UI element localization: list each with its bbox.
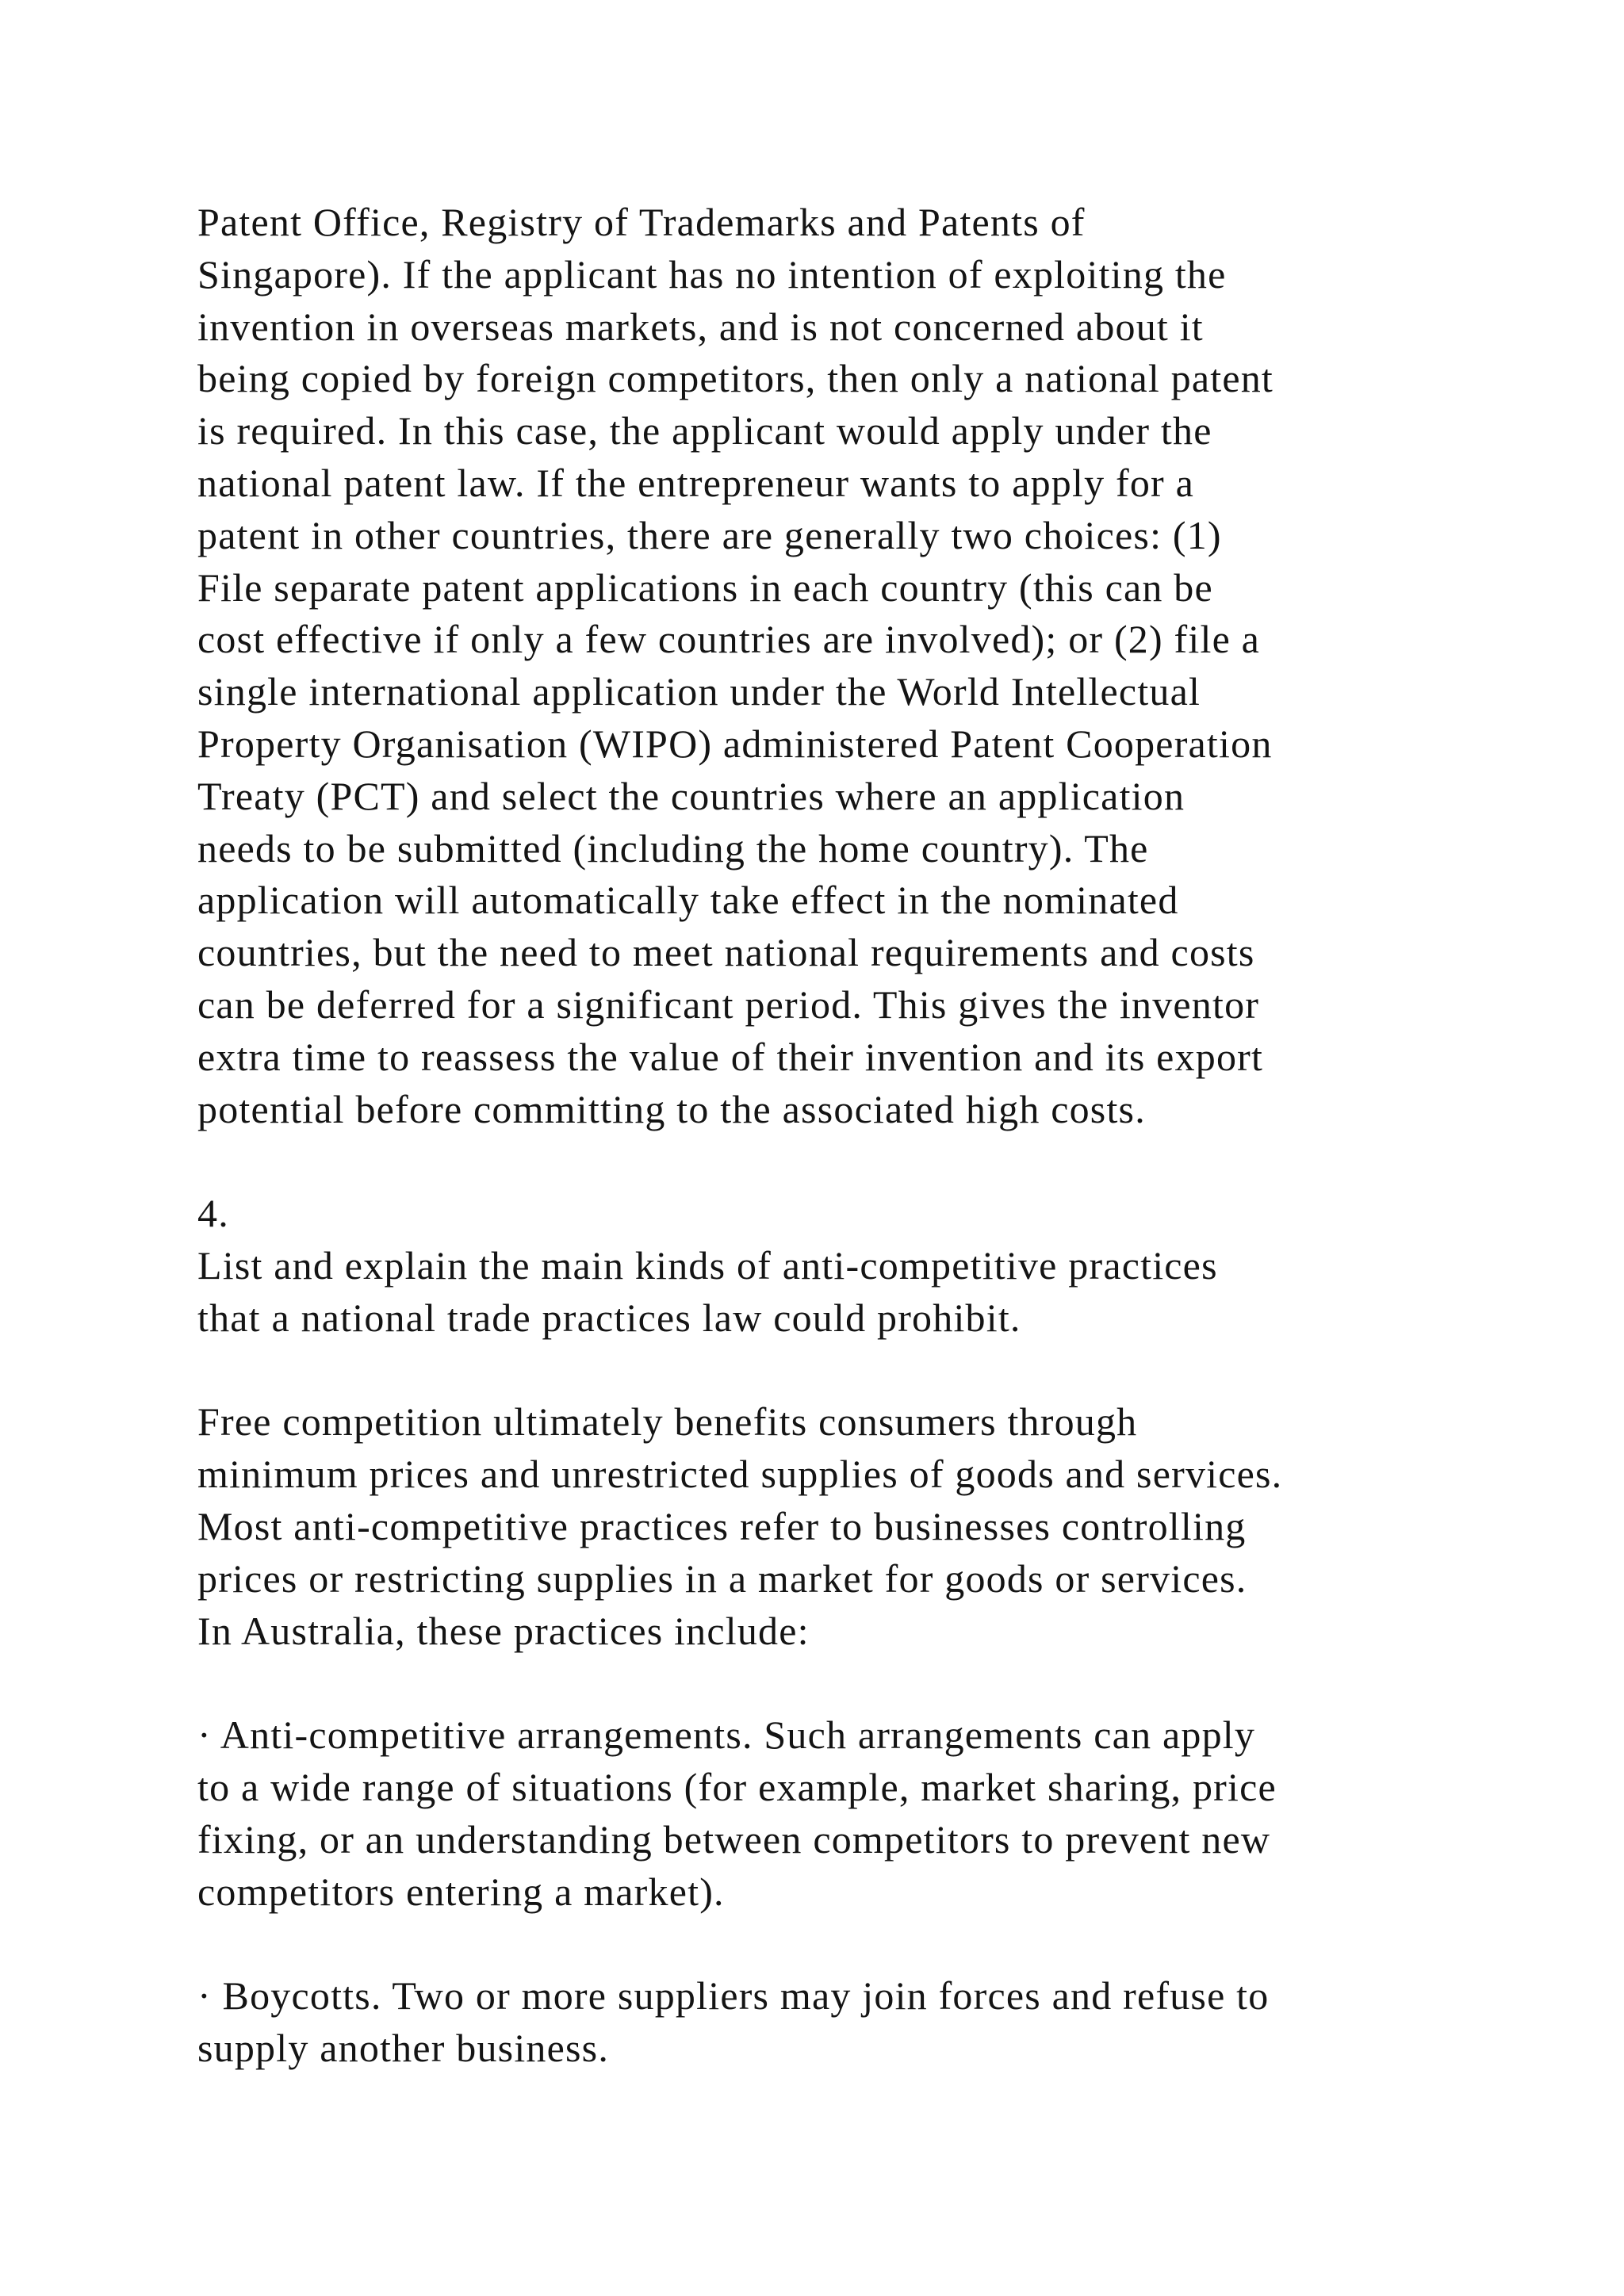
text-line: is required. In this case, the applicant would apply under the [197, 408, 1212, 453]
paragraph-spacer [197, 1918, 1506, 1970]
text-line: File separate patent applications in each country (this can be [197, 564, 1213, 610]
text-line: minimum prices and unrestricted supplies of goods and services. [197, 1452, 1283, 1497]
text-line: single international application under the World Intellectual [197, 669, 1201, 714]
paragraph-spacer [197, 1135, 1506, 1188]
text-line: potential before committing to the associated high costs. [197, 1086, 1146, 1131]
text-line: patent in other countries, there are generally two choices: (1) [197, 512, 1222, 557]
text-line: Most anti-competitive practices refer to businesses controlling [197, 1503, 1247, 1548]
bullet-line: to a wide range of situations (for example, market sharing, price [197, 1764, 1277, 1809]
text-line: In Australia, these practices include: [197, 1608, 810, 1653]
bullet-line: fixing, or an understanding between competitors to prevent new [197, 1816, 1271, 1862]
paragraph-spacer [197, 1345, 1506, 1397]
text-line: being copied by foreign competitors, then only a national patent [197, 356, 1274, 401]
text-line: Patent Office, Registry of Trademarks and Patents of [197, 200, 1086, 244]
text-line: Free competition ultimately benefits consumers through [197, 1399, 1138, 1445]
paragraph-patent-filing [197, 197, 1506, 1135]
text-line: Property Organisation (WIPO) administered Patent Cooperation [197, 721, 1273, 766]
text-line: can be deferred for a significant period. This gives the inventor [197, 982, 1260, 1027]
question-number: 4. [197, 1191, 229, 1236]
text-line: needs to be submitted (including the home country). The [197, 825, 1149, 871]
text-line: application will automatically take effect in the nominated [197, 878, 1179, 923]
text-line: extra time to reassess the value of their invention and its export [197, 1034, 1264, 1079]
text-line: Treaty (PCT) and select the countries where an application [197, 773, 1185, 818]
question-text-line: List and explain the main kinds of anti-competitive practices [197, 1242, 1218, 1288]
question-text-line: that a national trade practices law could prohibit. [197, 1295, 1021, 1340]
text-line: invention in overseas markets, and is not concerned about it [197, 304, 1204, 349]
text-line: cost effective if only a few countries are involved); or (2) file a [197, 617, 1261, 662]
bullet-anti-competitive-arrangements [197, 1709, 1506, 1918]
paragraph-free-competition [197, 1396, 1506, 1657]
text-line: countries, but the need to meet national requirements and costs [197, 930, 1255, 975]
paragraph-spacer [197, 1657, 1506, 1709]
bullet-line: · Anti-competitive arrangements. Such arrangements can apply [197, 1712, 1256, 1758]
text-line: Singapore). If the applicant has no intention of exploiting the [197, 251, 1227, 297]
bullet-line: supply another business. [197, 2025, 610, 2070]
question-block [197, 1188, 1506, 1344]
text-line: prices or restricting supplies in a market for goods or services. [197, 1556, 1247, 1601]
bullet-line: competitors entering a market). [197, 1869, 725, 1914]
bullet-line: · Boycotts. Two or more suppliers may join forces and refuse to [197, 1973, 1270, 2019]
bullet-boycotts [197, 1970, 1506, 2075]
text-line: national patent law. If the entrepreneur wants to apply for a [197, 460, 1194, 505]
document-body [197, 197, 1506, 2075]
